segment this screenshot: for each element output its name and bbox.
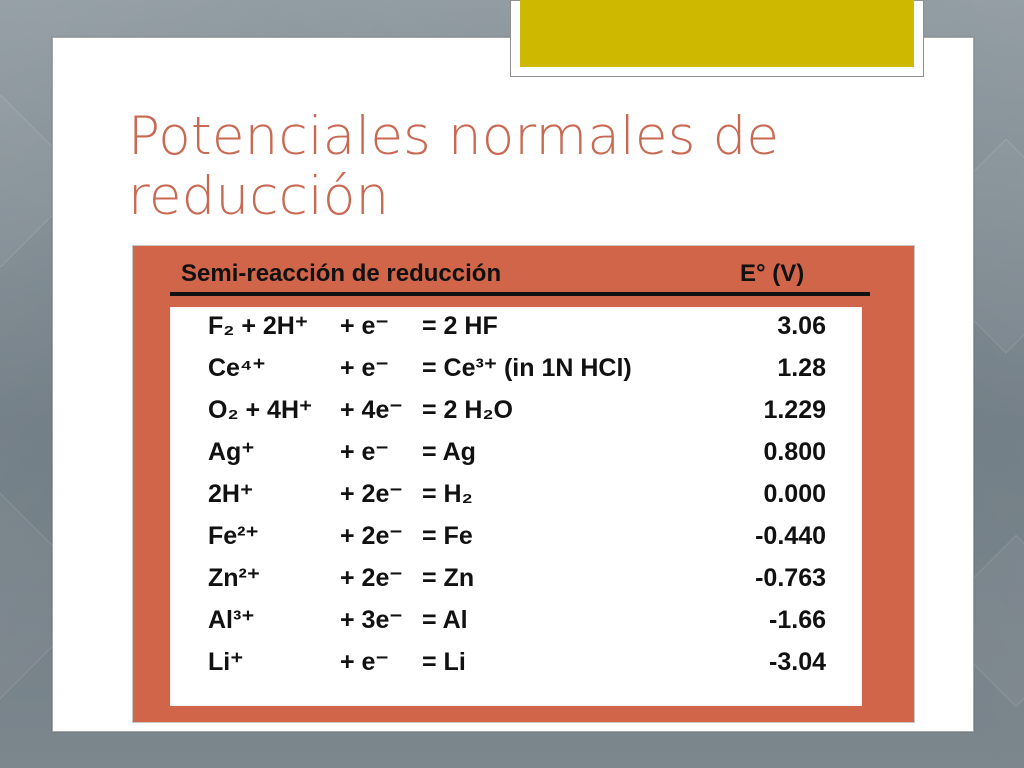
table-row <box>170 395 862 437</box>
potential-value: -0.440 <box>755 522 826 550</box>
accent-block <box>520 0 914 67</box>
product-cell: = Li <box>422 648 466 676</box>
header-reaction-label: Semi-reacción de reducción <box>181 260 502 287</box>
electrons-cell: + 2e⁻ <box>340 480 403 508</box>
reduction-table-body <box>170 307 862 706</box>
electrons-cell: + 3e⁻ <box>340 606 403 634</box>
slide-title: Potenciales normales de reducción <box>128 106 780 227</box>
potential-value: 1.28 <box>777 354 826 382</box>
table-row <box>170 311 862 353</box>
potential-value: 3.06 <box>777 312 826 340</box>
table-row <box>170 353 862 395</box>
header-rule <box>170 292 870 296</box>
product-cell: = Al <box>422 606 468 634</box>
product-cell: = 2 HF <box>422 312 498 340</box>
electrons-cell: + 2e⁻ <box>340 564 403 592</box>
table-row <box>170 521 862 563</box>
species-cell: Zn²⁺ <box>208 564 261 592</box>
product-cell: = Fe <box>422 522 473 550</box>
species-cell: F₂ + 2H⁺ <box>208 312 309 340</box>
species-cell: O₂ + 4H⁺ <box>208 396 313 424</box>
electrons-cell: + e⁻ <box>340 438 389 466</box>
product-cell: = Zn <box>422 564 475 592</box>
header-potential-label: E° (V) <box>740 260 805 287</box>
product-cell: = Ag <box>422 438 476 466</box>
table-row <box>170 437 862 479</box>
species-cell: Ce⁴⁺ <box>208 354 266 382</box>
electrons-cell: + 4e⁻ <box>340 396 403 424</box>
table-row <box>170 563 862 605</box>
species-cell: Al³⁺ <box>208 606 255 634</box>
potential-value: -1.66 <box>769 606 826 634</box>
product-cell: = Ce³⁺ (in 1N HCl) <box>422 354 632 382</box>
product-cell: = H₂ <box>422 480 473 508</box>
species-cell: 2H⁺ <box>208 480 254 508</box>
table-row <box>170 479 862 521</box>
product-cell: = 2 H₂O <box>422 396 514 424</box>
electrons-cell: + e⁻ <box>340 312 389 340</box>
potential-value: -3.04 <box>769 648 826 676</box>
species-cell: Ag⁺ <box>208 438 255 466</box>
table-header <box>170 258 870 294</box>
species-cell: Fe²⁺ <box>208 522 259 550</box>
electrons-cell: + 2e⁻ <box>340 522 403 550</box>
table-row <box>170 605 862 647</box>
potential-value: -0.763 <box>755 564 826 592</box>
potential-value: 0.800 <box>763 438 826 466</box>
species-cell: Li⁺ <box>208 648 244 676</box>
electrons-cell: + e⁻ <box>340 648 389 676</box>
electrons-cell: + e⁻ <box>340 354 389 382</box>
table-row <box>170 647 862 689</box>
potential-value: 0.000 <box>763 480 826 508</box>
potential-value: 1.229 <box>763 396 826 424</box>
